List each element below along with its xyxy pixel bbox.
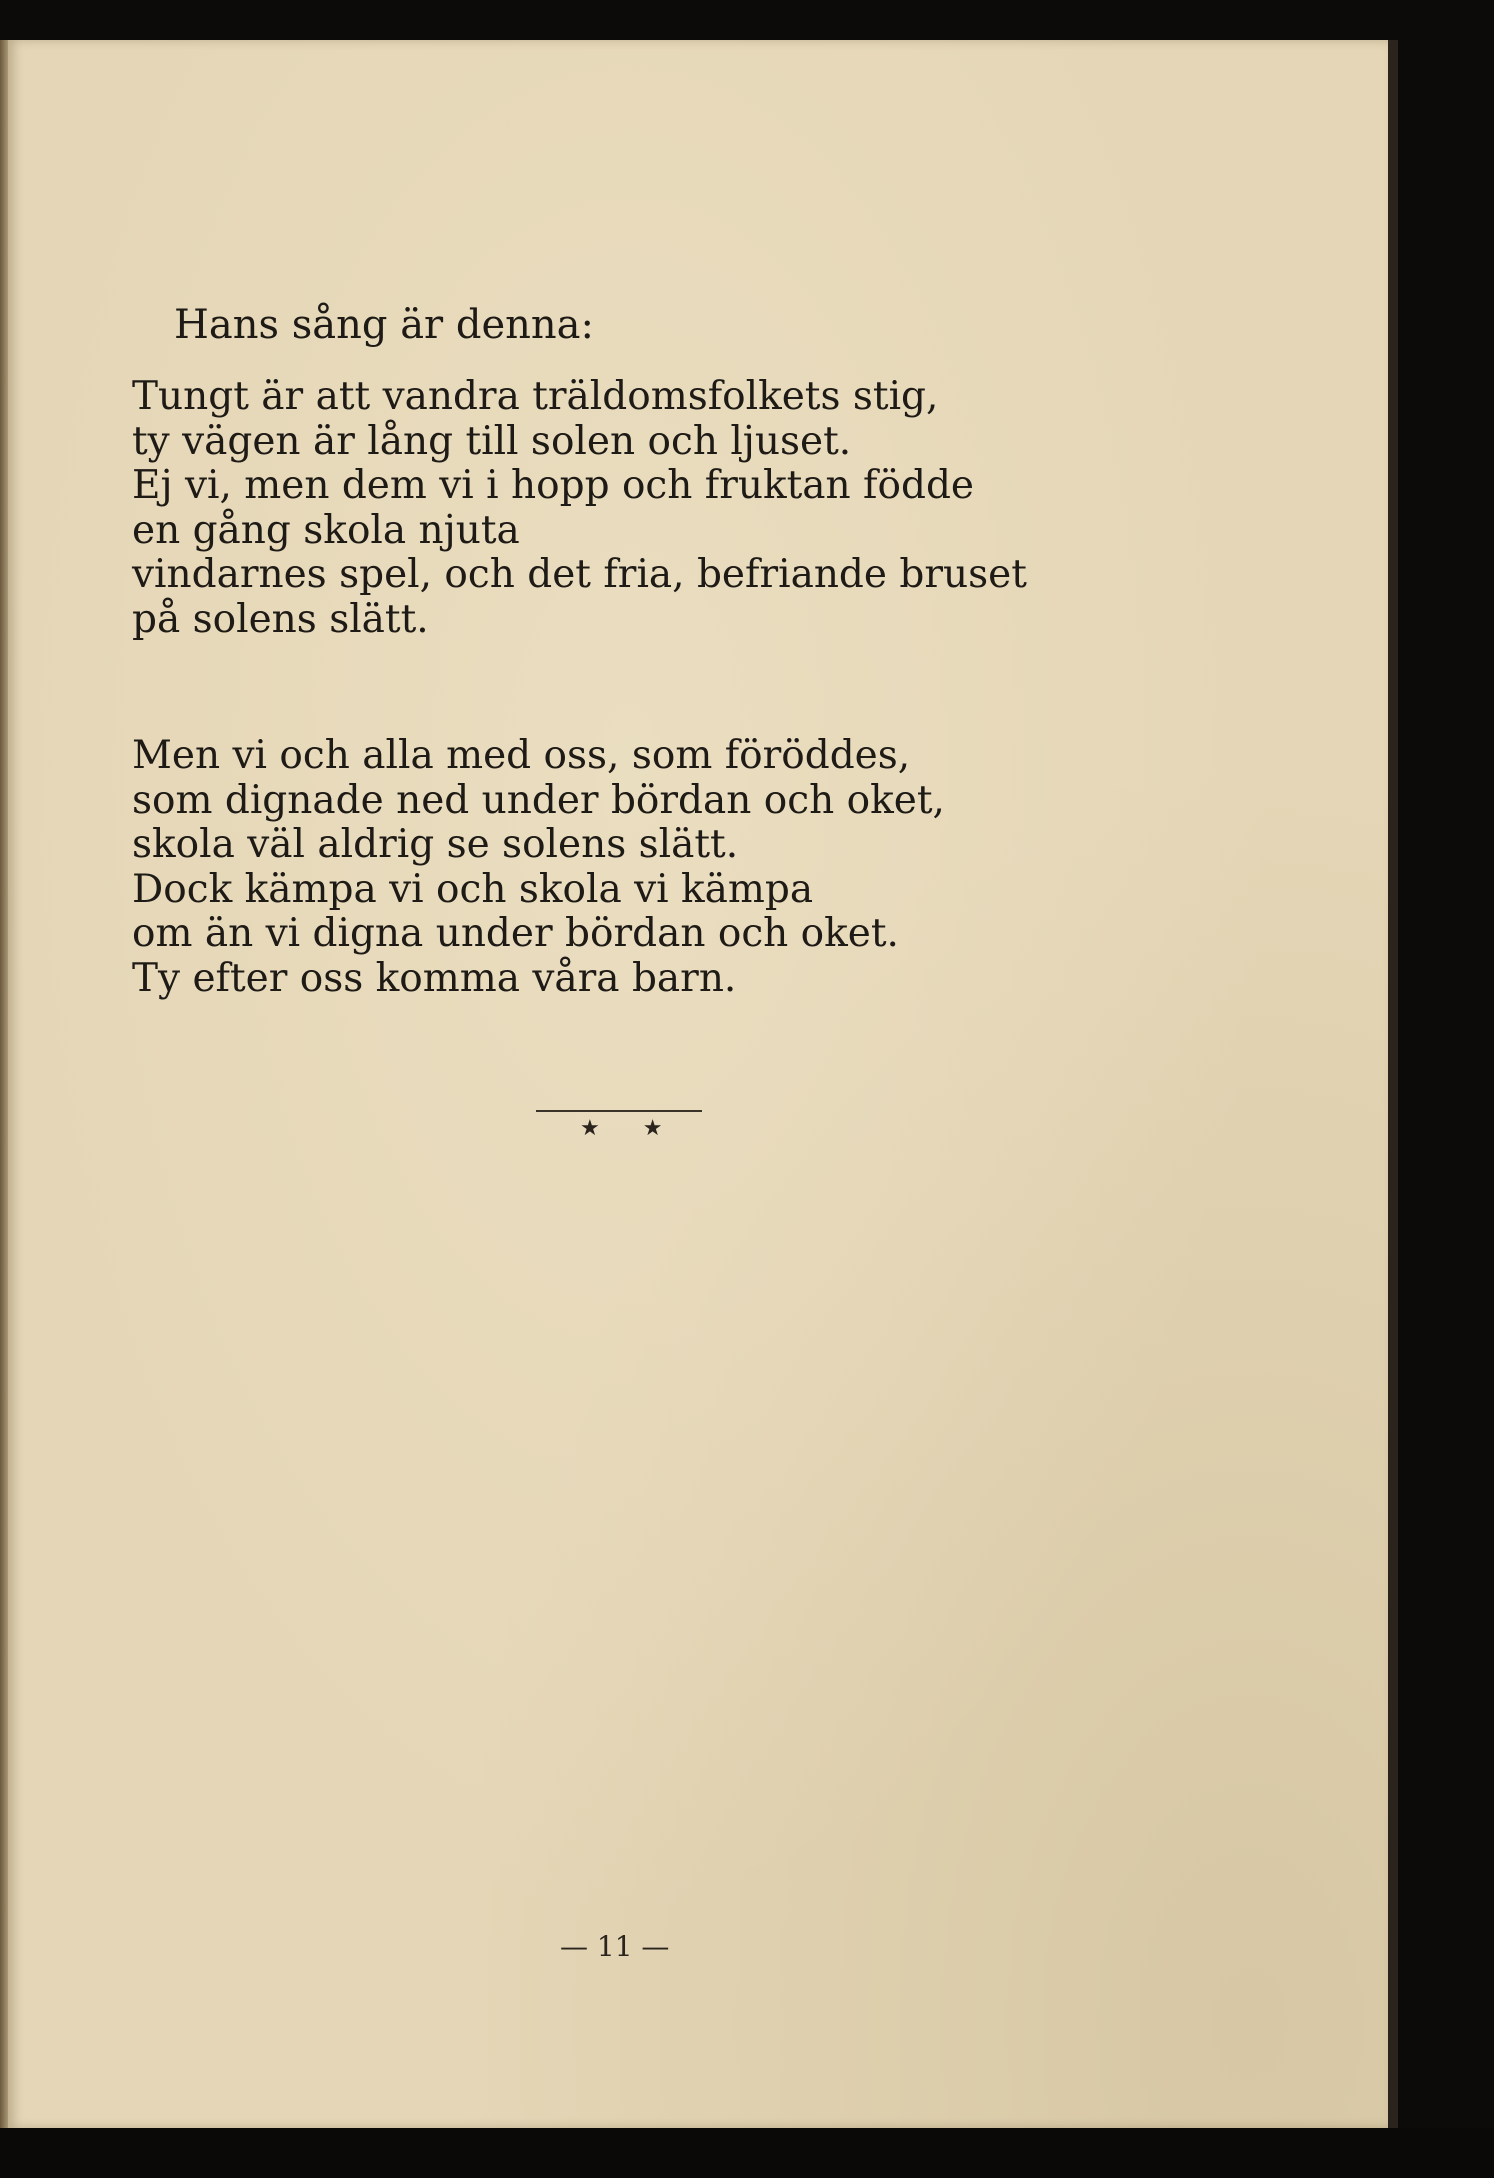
star-ornament-icon: ★ ★: [580, 1116, 681, 1141]
verse-line: Tungt är att vandra träldomsfolkets stig,: [132, 374, 939, 419]
stanza-2: [132, 734, 945, 1001]
verse-line: om än vi digna under bördan och oket.: [132, 911, 899, 956]
divider-rule: [536, 1110, 702, 1112]
page-shadow-edge: [1388, 40, 1398, 2128]
verse-line: på solens slätt.: [132, 596, 429, 642]
intro-line: Hans sång är denna:: [174, 302, 594, 348]
scan-bottom-border: [0, 2128, 1494, 2178]
verse-line: vindarnes spel, och det fria, befriande bruset: [132, 552, 1027, 597]
verse-line: Ty efter oss komma våra barn.: [132, 955, 737, 1001]
verse-line: som dignade ned under bördan och oket,: [132, 777, 945, 823]
verse-line: Ej vi, men dem vi i hopp och fruktan födde: [132, 463, 974, 508]
verse-line: ty vägen är lång till solen och ljuset.: [132, 418, 852, 464]
verse-line: Men vi och alla med oss, som föröddes,: [132, 733, 911, 778]
page-number: — 11 —: [560, 1930, 670, 1963]
stanza-1: [132, 375, 1027, 642]
verse-line: Dock kämpa vi och skola vi kämpa: [132, 866, 814, 912]
verse-line: en gång skola njuta: [132, 507, 520, 553]
section-divider: [536, 1110, 702, 1150]
book-page: [8, 40, 1388, 2128]
verse-line: skola väl aldrig se solens slätt.: [132, 822, 739, 867]
